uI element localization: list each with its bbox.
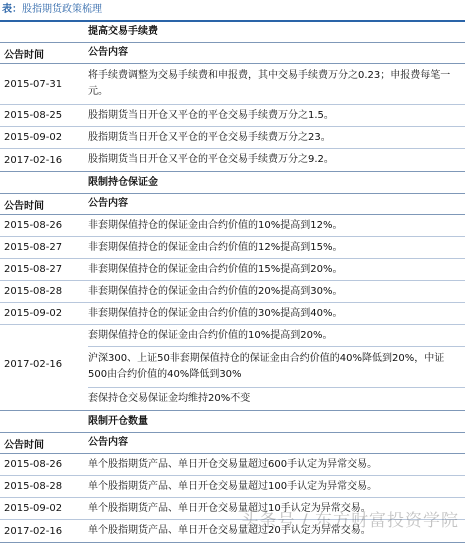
col-time-header: 公告时间 [0, 197, 88, 212]
table-row [0, 215, 465, 237]
row-date: 2015-09-02 [0, 503, 88, 514]
col-time-header: 公告时间 [0, 436, 88, 451]
row-date: 2017-02-16 [4, 359, 62, 370]
caption-label: 表： [2, 4, 22, 15]
row-content: 将手续费调整为交易手续费和申报费，其中交易手续费万分之0.23；申报费每笔一元。 [88, 68, 465, 100]
section-heading [0, 411, 465, 433]
col-content-header: 公告内容 [88, 435, 465, 451]
caption-text: 股指期货政策梳理 [22, 4, 102, 15]
table-row [0, 64, 465, 105]
row-date: 2015-08-28 [0, 286, 88, 297]
row-date: 2015-08-28 [0, 481, 88, 492]
column-header-row [0, 194, 465, 215]
row-date: 2015-09-02 [0, 132, 88, 143]
row-date: 2015-09-02 [0, 308, 88, 319]
row-date: 2017-02-16 [0, 155, 88, 166]
column-header-row [0, 433, 465, 454]
row-content: 非套期保值持仓的保证金由合约价值的15%提高到20%。 [88, 262, 465, 278]
section-heading [0, 172, 465, 194]
table-row [88, 388, 465, 410]
row-content: 单个股指期货产品、单日开仓交易量超过600手认定为异常交易。 [88, 457, 465, 473]
table-caption [0, 0, 465, 20]
row-content: 套期保值持仓的保证金由合约价值的10%提高到20%。 [88, 328, 465, 344]
table-row [0, 476, 465, 498]
row-content: 股指期货当日开仓又平仓的平仓交易手续费万分之9.2。 [88, 152, 465, 168]
section-title: 限制开仓数量 [88, 414, 465, 430]
row-date: 2015-08-26 [0, 220, 88, 231]
row-content: 非套期保值持仓的保证金由合约价值的20%提高到30%。 [88, 284, 465, 300]
row-date: 2015-07-31 [0, 79, 88, 90]
table-row [88, 325, 465, 347]
row-date: 2015-08-25 [0, 110, 88, 121]
table-row [0, 454, 465, 476]
section-title: 提高交易手续费 [88, 24, 465, 40]
row-content: 股指期货当日开仓又平仓的平仓交易手续费万分之1.5。 [88, 108, 465, 124]
row-content: 单个股指期货产品、单日开仓交易量超过10手认定为异常交易。 [88, 501, 465, 517]
row-content: 非套期保值持仓的保证金由合约价值的12%提高到15%。 [88, 240, 465, 256]
row-date: 2015-08-27 [0, 242, 88, 253]
row-date: 2015-08-26 [0, 459, 88, 470]
section-heading [0, 22, 465, 43]
col-time-header: 公告时间 [0, 46, 88, 61]
table-row [0, 149, 465, 172]
row-content: 套保持仓交易保证金均维持20%不变 [88, 391, 465, 407]
table-row [0, 237, 465, 259]
row-content: 单个股指期货产品、单日开仓交易量超过100手认定为异常交易。 [88, 479, 465, 495]
row-date: 2015-08-27 [0, 264, 88, 275]
row-content: 股指期货当日开仓又平仓的平仓交易手续费万分之23。 [88, 130, 465, 146]
column-header-row [0, 43, 465, 64]
col-content-header: 公告内容 [88, 45, 465, 61]
table-row [0, 281, 465, 303]
section-title: 限制持仓保证金 [88, 175, 465, 191]
table-row [0, 303, 465, 325]
table-row [0, 127, 465, 149]
table-row [88, 347, 465, 388]
col-content-header: 公告内容 [88, 196, 465, 212]
row-content: 非套期保值持仓的保证金由合约价值的30%提高到40%。 [88, 306, 465, 322]
row-content: 沪深300、上证50非套期保值持仓的保证金由合约价值的40%降低到20%，中证500由合约价值的40%降低到30% [88, 351, 465, 383]
policy-table [0, 22, 465, 543]
row-content: 单个股指期货产品、单日开仓交易量超过20手认定为异常交易。 [88, 523, 465, 539]
merged-row-group [0, 325, 465, 411]
row-date: 2017-02-16 [0, 526, 88, 537]
table-row [0, 259, 465, 281]
row-content: 非套期保值持仓的保证金由合约价值的10%提高到12%。 [88, 218, 465, 234]
watermark: 头条号 / 东方财富投资学院 [241, 506, 459, 531]
table-row [0, 105, 465, 127]
